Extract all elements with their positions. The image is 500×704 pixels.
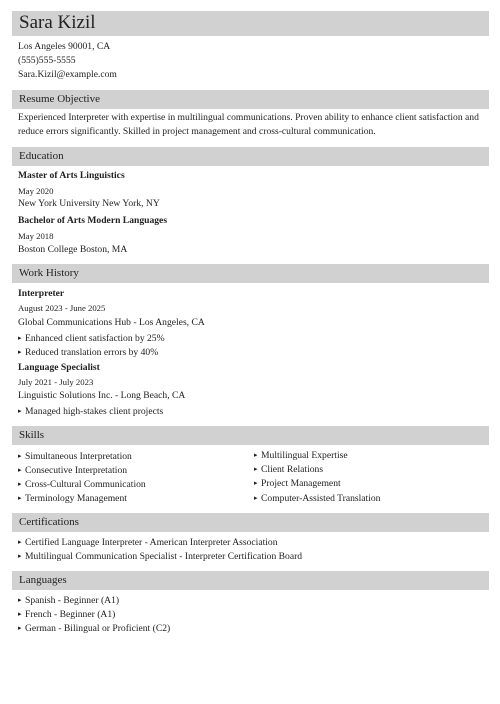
- job-bullet-item: [18, 405, 163, 418]
- certification-text: Certified Language Interpreter - American Interpreter Association: [25, 537, 278, 548]
- skill-text: Consecutive Interpretation: [25, 465, 128, 476]
- job-company: Linguistic Solutions Inc. - Long Beach, CA: [18, 390, 186, 401]
- skill-text: Project Management: [261, 478, 341, 489]
- certification-item: [18, 536, 278, 549]
- candidate-name: Sara Kizil: [19, 12, 96, 33]
- bullet-icon: ▸: [18, 348, 22, 356]
- bullet-icon: ▸: [254, 494, 258, 502]
- bullet-icon: ▸: [254, 451, 258, 459]
- education-school: New York University New York, NY: [18, 198, 160, 209]
- education-section-header: [12, 147, 489, 166]
- education-date: May 2018: [18, 231, 54, 241]
- skill-text: Terminology Management: [25, 493, 127, 504]
- job-bullet-item: [18, 346, 158, 359]
- bullet-icon: ▸: [18, 552, 22, 560]
- job-bullet-item: [18, 332, 165, 345]
- skills-section-header: [12, 426, 489, 445]
- job-dates: August 2023 - June 2025: [18, 303, 106, 313]
- objective-line-1: Experienced Interpreter with expertise in multilingual communications. Proven ability to enhance client satisfaction and: [18, 112, 479, 123]
- skills-title: Skills: [19, 429, 45, 441]
- skill-text: Cross-Cultural Communication: [25, 479, 146, 490]
- skill-item: [18, 492, 127, 505]
- languages-title: Languages: [19, 574, 67, 586]
- bullet-icon: ▸: [254, 465, 258, 473]
- skill-text: Client Relations: [261, 464, 324, 475]
- education-title: Education: [19, 150, 64, 162]
- bullet-icon: ▸: [18, 466, 22, 474]
- language-item: [18, 608, 115, 621]
- bullet-icon: ▸: [18, 538, 22, 546]
- language-text: Spanish - Beginner (A1): [25, 595, 120, 606]
- languages-section-header: [12, 571, 489, 590]
- bullet-icon: ▸: [18, 596, 22, 604]
- job-title: Interpreter: [18, 288, 65, 299]
- job-title: Language Specialist: [18, 362, 100, 373]
- bullet-icon: ▸: [18, 494, 22, 502]
- education-date: May 2020: [18, 186, 54, 196]
- education-school: Boston College Boston, MA: [18, 244, 128, 255]
- language-item: [18, 594, 119, 607]
- job-bullet-text: Enhanced client satisfaction by 25%: [25, 333, 165, 344]
- skill-item: [254, 492, 380, 505]
- phone-text: (555)555-5555: [18, 55, 76, 66]
- job-company: Global Communications Hub - Los Angeles, CA: [18, 317, 205, 328]
- job-bullet-text: Managed high-stakes client projects: [25, 406, 164, 417]
- objective-section-header: [12, 90, 489, 109]
- skill-item: [18, 464, 127, 477]
- skill-item: [18, 478, 146, 491]
- certification-item: [18, 550, 302, 563]
- education-degree: Master of Arts Linguistics: [18, 170, 125, 181]
- skill-item: [254, 449, 348, 462]
- education-degree: Bachelor of Arts Modern Languages: [18, 215, 168, 226]
- skill-item: [18, 450, 132, 463]
- objective-title: Resume Objective: [19, 93, 100, 105]
- language-item: [18, 622, 170, 635]
- skill-text: Computer-Assisted Translation: [261, 493, 381, 504]
- certification-text: Multilingual Communication Specialist - Interpreter Certification Board: [25, 551, 303, 562]
- skill-text: Multilingual Expertise: [261, 450, 348, 461]
- language-text: French - Beginner (A1): [25, 609, 116, 620]
- work-history-title: Work History: [19, 267, 79, 279]
- bullet-icon: ▸: [18, 452, 22, 460]
- skill-item: [254, 463, 323, 476]
- skill-text: Simultaneous Interpretation: [25, 451, 132, 462]
- language-text: German - Bilingual or Proficient (C2): [25, 623, 171, 634]
- certifications-title: Certifications: [19, 516, 79, 528]
- job-dates: July 2021 - July 2023: [18, 377, 94, 387]
- address-text: Los Angeles 90001, CA: [18, 41, 111, 52]
- bullet-icon: ▸: [18, 480, 22, 488]
- bullet-icon: ▸: [18, 610, 22, 618]
- name-header-bar: [12, 11, 489, 36]
- work-history-section-header: [12, 264, 489, 283]
- bullet-icon: ▸: [18, 624, 22, 632]
- email-text: Sara.Kizil@example.com: [18, 69, 117, 80]
- bullet-icon: ▸: [18, 334, 22, 342]
- job-bullet-text: Reduced translation errors by 40%: [25, 347, 159, 358]
- bullet-icon: ▸: [254, 479, 258, 487]
- bullet-icon: ▸: [18, 407, 22, 415]
- certifications-section-header: [12, 513, 489, 532]
- skill-item: [254, 477, 341, 490]
- objective-line-2: reduce errors significantly. Skilled in project management and cross-cultural communication.: [18, 126, 376, 137]
